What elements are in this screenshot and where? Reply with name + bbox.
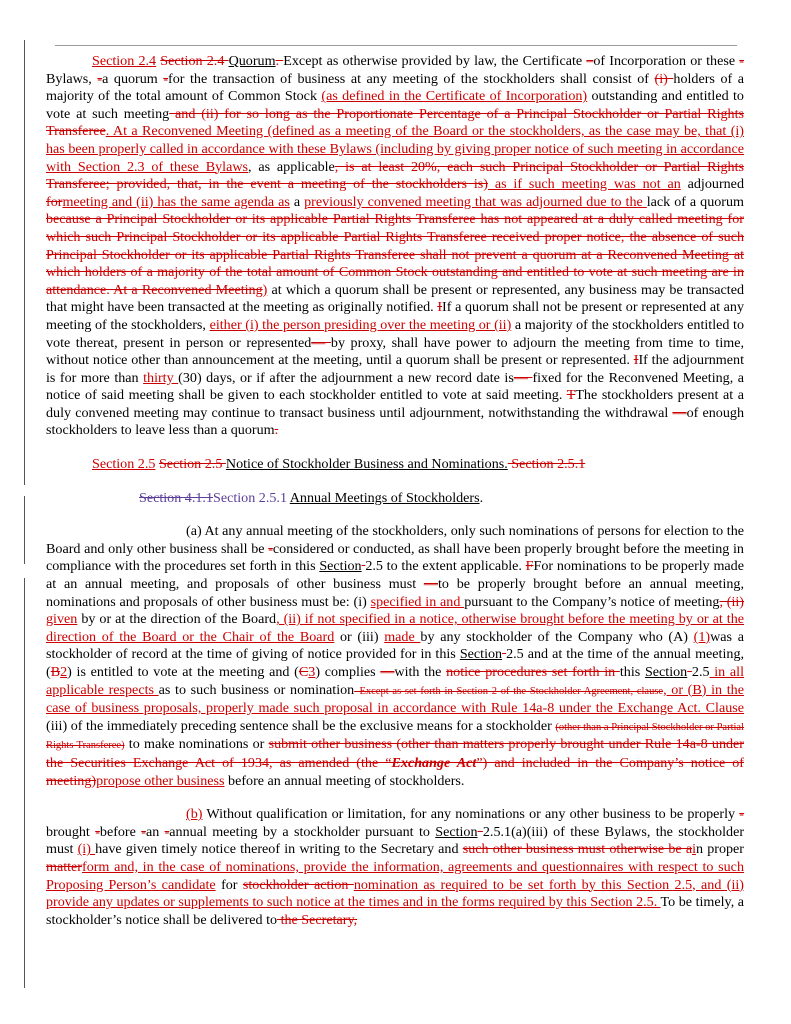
- body-text: Bylaws,: [46, 70, 98, 87]
- deleted-text: , (ii): [719, 593, 745, 610]
- deleted-text: -: [163, 70, 169, 87]
- deleted-text: Section 2.4: [160, 53, 229, 69]
- deleted-text: notice procedures set forth in: [446, 664, 620, 680]
- deleted-text: (other than a Principal Stockholder or Partial Rights Transferee): [46, 721, 744, 752]
- deleted-text: Section 2.5: [158, 456, 226, 473]
- body-text: 2.5.1(a)(iii) of these Bylaws, the stockholder must: [46, 823, 745, 858]
- deleted-text: Exchange Act: [391, 754, 477, 771]
- deleted-text: (i): [654, 70, 674, 87]
- body-text: of enough stockholders to leave less than a quorum: [46, 404, 744, 439]
- section-2-4-inserted-heading: Section 2.4: [92, 53, 157, 69]
- inserted-text: in all applicable respects: [46, 664, 744, 698]
- section-2-5-heading: [46, 456, 744, 474]
- deleted-text: –: [586, 53, 594, 69]
- paragraph-b: [46, 806, 744, 929]
- body-text: to be properly brought before an annual meeting, nominations and proposals of other business must be: (i): [46, 576, 744, 610]
- body-text: , as applicable: [248, 158, 335, 175]
- inserted-text: either (i) the person presiding over the meeting or (ii): [209, 316, 512, 333]
- body-text: For nominations to be properly made at an annual meeting, and proposals of other business must: [46, 558, 744, 593]
- inserted-text: 3: [308, 664, 316, 680]
- paragraph-b-label: (b): [186, 806, 203, 823]
- body-text: to make nominations or: [124, 736, 269, 753]
- deleted-text: -: [164, 823, 170, 840]
- body-text: If a quorum shall not be present or represented at any meeting of the stockholders,: [46, 299, 744, 333]
- body-text: before: [99, 823, 142, 840]
- deleted-text: —: [311, 334, 331, 351]
- inserted-text: specified in and: [370, 593, 465, 610]
- body-text: a majority of the stockholders entitled to vote thereat, present in person or represented: [46, 316, 744, 351]
- deleted-text: C: [298, 664, 309, 680]
- deleted-text: —: [513, 369, 533, 386]
- deleted-text: such other business must otherwise be a: [462, 841, 693, 858]
- deleted-text: -: [97, 70, 103, 87]
- body-text: this: [619, 664, 645, 680]
- inserted-text: , (ii) if not specified in a notice, otherwise brought before the meeting by or at the direction of the Board or the Chair of the Board: [46, 611, 744, 645]
- moved-text: Section 2.5.1: [213, 489, 287, 506]
- deleted-text: -: [95, 823, 100, 840]
- inserted-text: 2: [60, 664, 68, 680]
- inserted-text: i: [692, 841, 696, 858]
- body-text: 2.5 and at the time of the annual meeting, (: [46, 646, 745, 680]
- body-text: (iii) of the immediately preceding sentence shall be the exclusive means for a stockholder: [46, 717, 556, 734]
- body-text: by or at the direction of the Board: [77, 611, 277, 628]
- body-text: by proxy, shall have power to adjourn the meeting from time to time, without notice other than announcement at the meeting, until a quorum shall be present or represented.: [46, 334, 744, 369]
- inserted-text: , or (B) in the case of business proposals, properly made such proposal in accordance with Rule 14a-8 under the Exchange Act. Clause: [46, 681, 744, 717]
- deleted-text: and (ii) for so long as the Proportionate Percentage of a Principal Stockholder or Partial Rights Transferee: [46, 105, 744, 140]
- deleted-text: I: [633, 352, 639, 369]
- body-text: for: [215, 876, 243, 893]
- deleted-text: I: [437, 299, 443, 316]
- inserted-text: ): [262, 281, 268, 298]
- body-text: as to such business or nomination: [158, 681, 355, 698]
- deleted-text: F: [525, 558, 534, 575]
- body-text: pursuant to the Company’s notice of meeting: [464, 593, 720, 610]
- inserted-text: . At a Reconvened Meeting (defined as a meeting of the Board or the stockholders, as the case may be, that (i) has been properly called in accordance with these Bylaws (including by giving proper notice of such meeting in accordance with Section 2.3 of these Bylaws: [46, 123, 744, 175]
- body-text: holders of a majority of the total amount of Common Stock: [46, 70, 745, 105]
- inserted-text: as if such meeting was not an: [487, 176, 681, 193]
- body-text: To be timely, a stockholder’s notice shall be delivered to: [46, 894, 745, 928]
- body-text: Except as otherwise provided by law, the Certificate: [283, 53, 587, 69]
- inserted-text: given: [46, 611, 78, 628]
- deleted-text: because a Principal Stockholder or its applicable Partial Rights Transferee has not appeared at a duly called meeting for which such Principal Stockholder or its applicable Partial Rights Transferee received proper notice, the absence of such Principal Stockholder or its applicable Partial Rights Transferee shall not prevent a quorum at a Reconvened Meeting at which holders of a majority of the total amount of Common Stock outstanding and entitled to vote at such meeting are in attendance. At a Reconvened Meeting: [46, 211, 744, 298]
- deleted-text: —: [423, 576, 438, 593]
- body-text: If the adjournment is for more than: [46, 352, 744, 386]
- page-top-rule: [55, 45, 737, 46]
- deleted-text: B: [50, 664, 61, 680]
- deleted-text: the Secretary,: [277, 911, 358, 928]
- inserted-text: form and, in the case of nominations, provide the information, agreements and questionnaires with respect to such Proposing Person’s candidate: [46, 858, 744, 893]
- inserted-text: (1): [693, 628, 711, 645]
- inserted-text: meeting and (ii) has the same agenda as: [62, 193, 290, 210]
- inserted-text: (as defined in the Certificate of Incorporation): [321, 88, 588, 105]
- inserted-text: thirty: [143, 369, 179, 386]
- body-text: 2.5: [691, 664, 710, 680]
- body-text: was a stockholder of record at the time of giving of notice provided for in this: [46, 628, 744, 663]
- inserted-text: propose other business: [96, 772, 225, 789]
- deleted-text: -: [739, 806, 744, 823]
- deleted-text: matter: [46, 858, 82, 875]
- deleted-text: —: [380, 664, 395, 680]
- paragraph-a: [46, 523, 744, 790]
- body-text: before an annual meeting of stockholders.: [224, 772, 465, 789]
- deleted-text: for: [46, 193, 63, 210]
- section-2-5-1-title: Annual Meetings of Stockholders: [289, 489, 480, 506]
- deleted-text: T: [566, 387, 576, 404]
- body-text: with the: [394, 664, 447, 680]
- inserted-text: nomination as required to be set forth by this Section 2.5, and (ii) provide any updates or supplements to such notice at the times and in the forms required by this Section 2.5.: [46, 876, 744, 911]
- body-text: have given timely notice thereof in writing to the Secretary and: [95, 841, 463, 858]
- body-text: At any annual meeting of the stockholders, only such nominations of persons for election to the Board and only other business shall be: [46, 523, 744, 557]
- document-body: [46, 53, 744, 929]
- body-text: lack of a quorum: [646, 193, 744, 210]
- section-reference: Section: [435, 823, 478, 840]
- deleted-text: submit other business (other than matters properly brought under Rule 14a-8 under the Securities Exchange Act of 1934, as amended (the “: [46, 736, 744, 771]
- section-reference: Section: [459, 646, 503, 663]
- body-text: or (iii): [334, 628, 385, 645]
- deleted-text: Section 4.1.1: [139, 489, 213, 506]
- deleted-text: .: [274, 422, 279, 439]
- deleted-text: —: [672, 404, 687, 421]
- deleted-text: -: [141, 823, 146, 840]
- body-text: fixed for the Reconvened Meeting, a notice of said meeting shall be given to each stockholder entitled to vote at said meeting.: [46, 369, 745, 404]
- body-text: by any stockholder of the Company who (A): [420, 628, 694, 645]
- deleted-text: –Except as set forth in Section 2 of the Stockholder Agreement, clause: [354, 685, 664, 697]
- inserted-text: previously convened meeting that was adjourned due to the: [304, 193, 647, 210]
- section-2-4-paragraph: [46, 53, 744, 440]
- body-text: considered or conducted, as shall have been properly brought before the meeting in compliance with the procedures set forth: [46, 540, 744, 575]
- body-text: a quorum: [102, 70, 164, 87]
- body-text: at which a quorum shall be present or represented, any business may be transacted that might have been transacted at the meeting as originally notified.: [46, 281, 745, 316]
- section-2-4-title: Quorum: [228, 53, 276, 69]
- body-text: brought: [46, 823, 96, 840]
- body-text: (30) days, or if after the adjournment a new record date is: [178, 369, 514, 386]
- body-text: .: [479, 489, 484, 506]
- body-text: n proper: [696, 841, 745, 858]
- change-bar: [24, 496, 25, 564]
- deleted-text: Section 2.5.1: [507, 456, 586, 473]
- deleted-text: stockholder action: [242, 876, 354, 893]
- inserted-text: Section 2.5: [92, 456, 156, 473]
- body-text: ) is entitled to vote at the meeting and (: [67, 664, 299, 680]
- section-reference: Section: [644, 664, 688, 680]
- section-reference: Section: [319, 558, 362, 575]
- body-text: a: [289, 193, 305, 210]
- section-2-5-title: Notice of Stockholder Business and Nominations.: [225, 456, 508, 473]
- deleted-text: ”) and included in the Company’s notice of meeting): [46, 754, 744, 789]
- paragraph-a-label: (a): [186, 523, 202, 540]
- inserted-text: (i): [77, 841, 96, 858]
- body-text: outstanding and entitled to vote at such meeting: [46, 88, 744, 122]
- body-text: an: [145, 823, 165, 840]
- body-text: Without qualification or limitation, for any nominations or any other business to be properly: [206, 806, 740, 823]
- body-text: ) complies: [315, 664, 381, 680]
- body-text: of Incorporation or these: [593, 53, 740, 69]
- deleted-text: .: [275, 53, 284, 69]
- body-text: for the transaction of business at any meeting of the stockholders shall consist of: [168, 70, 655, 87]
- body-text: adjourned: [680, 176, 744, 193]
- deleted-text: -: [739, 53, 744, 69]
- inserted-text: made: [384, 628, 421, 645]
- body-text: in this: [280, 558, 320, 575]
- change-bar: [24, 578, 25, 988]
- deleted-text: , is at least 20%, each such Principal Stockholder or Partial Rights Transferee; provided, that, in the event a meeting of the stockholders is): [46, 158, 744, 193]
- body-text: The stockholders present at a duly convened meeting may continue to transact business until adjournment, notwithstanding the withdrawal: [46, 387, 744, 421]
- deleted-text: -: [268, 540, 273, 557]
- section-2-5-1-heading: [46, 490, 744, 508]
- body-text: annual meeting by a stockholder pursuant to: [169, 823, 436, 840]
- body-text: 2.5 to the extent applicable.: [365, 558, 526, 575]
- change-bar: [24, 40, 25, 485]
